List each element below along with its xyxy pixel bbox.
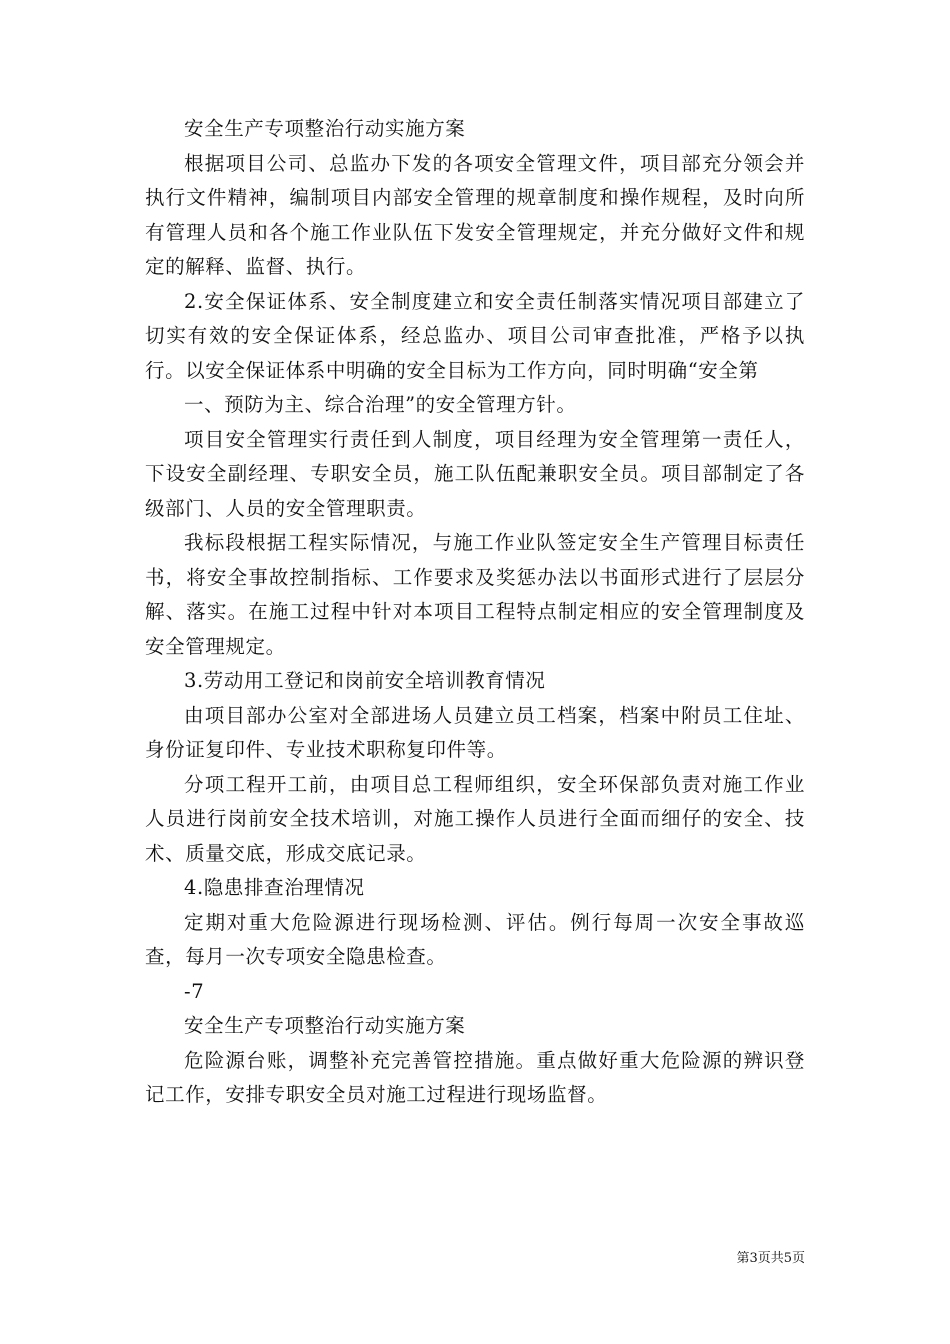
doc-title: 安全生产专项整治行动实施方案 [184,117,466,140]
paragraph: 根据项目公司、总监办下发的各项安全管理文件，项目部充分领会并执行文件精神，编制项目内部安全管理的规章制度和操作规程，及时向所有管理人员和各个施工作业队伍下发安全管理规定，并充分做好文件和规定的解释、监督、执行。 [145,151,805,278]
page-number-footer: 第3页共5页 [736,1251,805,1266]
section-heading: 2.安全保证体系、安全制度建立和安全责任制落实情况项目部建立了切实有效的安全保证体系，经总监办、项目公司审查批准，严格予以执行。以安全保证体系中明确的安全目标为工作方向，同时明确“安全第 [145,289,805,382]
paragraph: 由项目部办公室对全部进场人员建立员工档案，档案中附员工住址、身份证复印件、专业技术职称复印件等。 [145,703,805,761]
paragraph: 分项工程开工前，由项目总工程师组织，安全环保部负责对施工作业人员进行岗前安全技术培训，对施工操作人员进行全面而细仔的安全、技术、质量交底，形成交底记录。 [145,772,805,865]
paragraph: 项目安全管理实行责任到人制度，项目经理为安全管理第一责任人，下设安全副经理、专职安全员，施工队伍配兼职安全员。项目部制定了各级部门、人员的安全管理职责。 [145,427,805,520]
section-heading: 3.劳动用工登记和岗前安全培训教育情况 [184,669,546,692]
paragraph: 一、预防为主、综合治理”的安全管理方针。 [184,393,577,416]
paragraph: 我标段根据工程实际情况，与施工作业队签定安全生产管理目标责任书，将安全事故控制指标、工作要求及奖惩办法以书面形式进行了层层分解、落实。在施工过程中针对本项目工程特点制定相应的安全管理制度及安全管理规定。 [145,531,805,658]
paragraph: 定期对重大危险源进行现场检测、评估。例行每周一次安全事故巡查，每月一次专项安全隐患检查。 [145,910,805,968]
paragraph: 危险源台账，调整补充完善管控措施。重点做好重大危险源的辨识登记工作，安排专职安全员对施工过程进行现场监督。 [145,1048,805,1106]
section-heading: 4.隐患排查治理情况 [184,876,365,899]
page-marker: -7 [184,979,205,1003]
doc-title: 安全生产专项整治行动实施方案 [184,1014,466,1037]
document-body [145,112,805,1113]
